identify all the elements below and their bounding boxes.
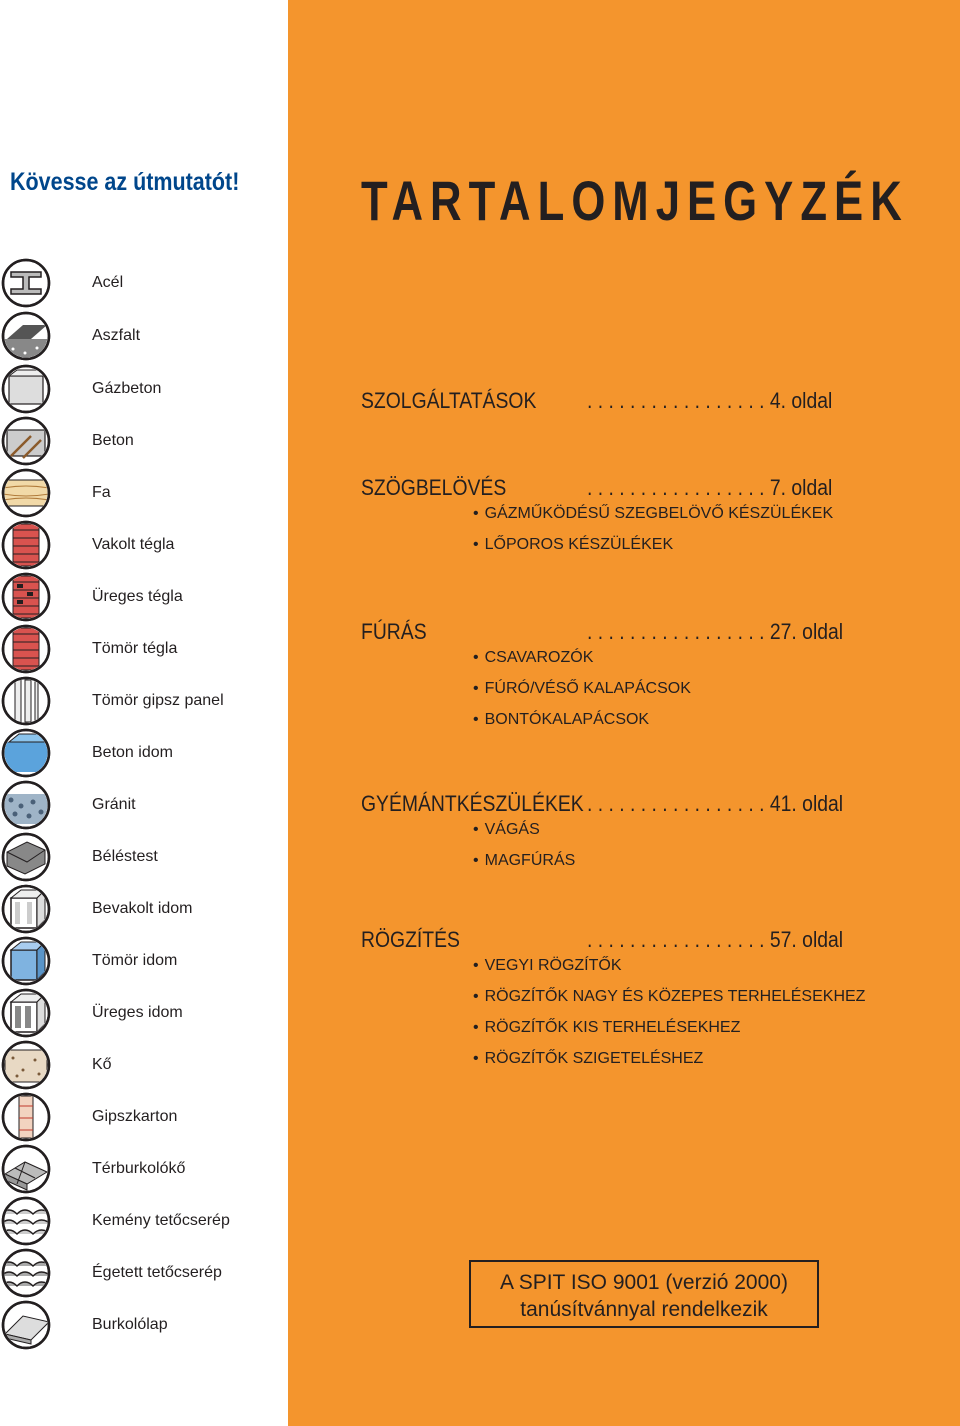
- toc-section-name: FÚRÁS: [361, 619, 427, 644]
- hard-roof-tile-icon: [1, 1196, 51, 1246]
- toc-subitem-label: CSAVAROZÓK: [484, 649, 594, 666]
- toc-subitem: [473, 1048, 960, 1079]
- toc-subitem-label: FÚRÓ/VÉSŐ KALAPÁCSOK: [484, 680, 691, 697]
- toc-section-heading: [361, 927, 861, 955]
- asphalt-icon: [1, 311, 51, 361]
- material-item: [0, 780, 280, 830]
- toc-section: [361, 791, 861, 881]
- wood-icon: [1, 468, 51, 518]
- bullet-icon: •: [473, 821, 479, 838]
- material-item: [0, 676, 280, 726]
- toc-subitem-label: VÁGÁS: [484, 821, 540, 838]
- material-label: Acél: [92, 274, 124, 291]
- plasterboard-icon: [1, 1092, 51, 1142]
- material-label: Vakolt tégla: [92, 536, 175, 553]
- material-label: Kemény tetőcserép: [92, 1212, 230, 1229]
- paving-stone-icon: [1, 1144, 51, 1194]
- toc-subitem: [473, 850, 960, 881]
- stone-icon: [1, 1040, 51, 1090]
- material-item: [0, 572, 280, 622]
- concrete-icon: [1, 416, 51, 466]
- material-label: Tömör tégla: [92, 640, 178, 657]
- concrete-block-icon: [1, 728, 51, 778]
- toc-subitem: [473, 534, 960, 565]
- fired-roof-tile-icon: [1, 1248, 51, 1298]
- solid-block-icon: [1, 936, 51, 986]
- toc-subitem: [473, 955, 960, 986]
- toc-section-name: RÖGZÍTÉS: [361, 927, 460, 952]
- toc-section-name: GYÉMÁNTKÉSZÜLÉKEK: [361, 791, 584, 816]
- toc-subitem-label: RÖGZÍTŐK NAGY ÉS KÖZEPES TERHELÉSEKHEZ: [484, 988, 866, 1005]
- bullet-icon: •: [473, 711, 479, 728]
- toc-page-reference: . . . . . . . . . . . . . . . . . 7. oldal: [587, 475, 833, 500]
- toc-subitem-label: RÖGZÍTŐK SZIGETELÉSHEZ: [484, 1050, 704, 1067]
- material-label: Üreges idom: [92, 1004, 183, 1021]
- material-item: [0, 728, 280, 778]
- toc-subitem: [473, 647, 960, 678]
- bullet-icon: •: [473, 505, 479, 522]
- toc-section-name: SZOLGÁLTATÁSOK: [361, 388, 537, 413]
- toc-page-reference: . . . . . . . . . . . . . . . . . 27. oldal: [587, 619, 844, 644]
- certificate-line-2: tanúsítvánnyal rendelkezik: [520, 1298, 768, 1321]
- toc-subitem-label: BONTÓKALAPÁCSOK: [484, 711, 650, 728]
- toc-page-reference: . . . . . . . . . . . . . . . . . 41. oldal: [587, 791, 844, 816]
- bullet-icon: •: [473, 1050, 479, 1067]
- toc-section-heading: [361, 791, 861, 819]
- toc-subitem: [473, 986, 960, 1017]
- material-label: Gránit: [92, 796, 136, 813]
- bullet-icon: •: [473, 957, 479, 974]
- toc-page-reference: . . . . . . . . . . . . . . . . . 57. oldal: [587, 927, 844, 952]
- toc-subitem-label: MAGFÚRÁS: [484, 852, 576, 869]
- material-item: [0, 258, 280, 308]
- aerated-concrete-icon: [1, 364, 51, 414]
- toc-section-heading: [361, 619, 861, 647]
- bullet-icon: •: [473, 680, 479, 697]
- toc-subitem-label: GÁZMŰKÖDÉSŰ SZEGBELÖVŐ KÉSZÜLÉKEK: [484, 505, 834, 522]
- toc-section-heading: [361, 475, 861, 503]
- tile-icon: [1, 1300, 51, 1350]
- material-item: [0, 1092, 280, 1142]
- material-item: [0, 1248, 280, 1298]
- material-label: Tömör gipsz panel: [92, 692, 224, 709]
- follow-guide-heading: Kövesse az útmutatót!: [10, 168, 240, 196]
- material-item: [0, 364, 280, 414]
- page-title: TARTALOMJEGYZÉK: [361, 169, 909, 232]
- material-label: Fa: [92, 484, 111, 501]
- toc-subitem: [473, 678, 960, 709]
- material-item: [0, 832, 280, 882]
- toc-subitem: [473, 503, 960, 534]
- solid-brick-icon: [1, 624, 51, 674]
- material-label: Aszfalt: [92, 327, 141, 344]
- bullet-icon: •: [473, 852, 479, 869]
- toc-subitem-label: LŐPOROS KÉSZÜLÉKEK: [484, 536, 674, 553]
- iso-certificate-box: [469, 1260, 819, 1328]
- material-item: [0, 520, 280, 570]
- material-label: Üreges tégla: [92, 588, 183, 605]
- bullet-icon: •: [473, 649, 479, 666]
- material-item: [0, 988, 280, 1038]
- toc-subitem: [473, 1017, 960, 1048]
- toc-page-reference: . . . . . . . . . . . . . . . . . 4. oldal: [587, 388, 833, 413]
- certificate-line-1: A SPIT ISO 9001 (verzió 2000): [500, 1271, 788, 1294]
- material-item: [0, 624, 280, 674]
- material-label: Gipszkarton: [92, 1108, 178, 1125]
- material-label: Térburkolókő: [92, 1160, 186, 1177]
- toc-section-name: SZÖGBELÖVÉS: [361, 475, 507, 500]
- toc-section: [361, 388, 861, 416]
- material-label: Beton idom: [92, 744, 173, 761]
- material-item: [0, 1144, 280, 1194]
- infill-block-icon: [1, 832, 51, 882]
- material-item: [0, 311, 280, 361]
- gypsum-panel-icon: [1, 676, 51, 726]
- toc-subitem: [473, 819, 960, 850]
- granite-icon: [1, 780, 51, 830]
- toc-section: [361, 927, 866, 1079]
- steel-beam-icon: [1, 258, 51, 308]
- material-label: Burkolólap: [92, 1316, 168, 1333]
- toc-section-heading: [361, 388, 861, 416]
- material-label: Beton: [92, 432, 134, 449]
- material-item: [0, 1300, 280, 1350]
- toc-section: [361, 475, 861, 565]
- hollow-brick-icon: [1, 572, 51, 622]
- material-label: Bevakolt idom: [92, 900, 193, 917]
- bullet-icon: •: [473, 988, 479, 1005]
- material-label: Gázbeton: [92, 380, 162, 397]
- toc-section: [361, 619, 861, 740]
- plastered-brick-icon: [1, 520, 51, 570]
- toc-subitem: [473, 709, 960, 740]
- material-label: Égetett tetőcserép: [92, 1264, 222, 1281]
- material-label: Kő: [92, 1056, 112, 1073]
- toc-subitem-label: VEGYI RÖGZÍTŐK: [484, 957, 622, 974]
- material-label: Béléstest: [92, 848, 158, 865]
- material-item: [0, 416, 280, 466]
- hollow-block-icon: [1, 988, 51, 1038]
- material-item: [0, 936, 280, 986]
- material-item: [0, 1040, 280, 1090]
- material-label: Tömör idom: [92, 952, 178, 969]
- toc-subitem-label: RÖGZÍTŐK KIS TERHELÉSEKHEZ: [484, 1019, 741, 1036]
- material-item: [0, 1196, 280, 1246]
- plastered-block-icon: [1, 884, 51, 934]
- material-item: [0, 884, 280, 934]
- bullet-icon: •: [473, 1019, 479, 1036]
- material-item: [0, 468, 280, 518]
- bullet-icon: •: [473, 536, 479, 553]
